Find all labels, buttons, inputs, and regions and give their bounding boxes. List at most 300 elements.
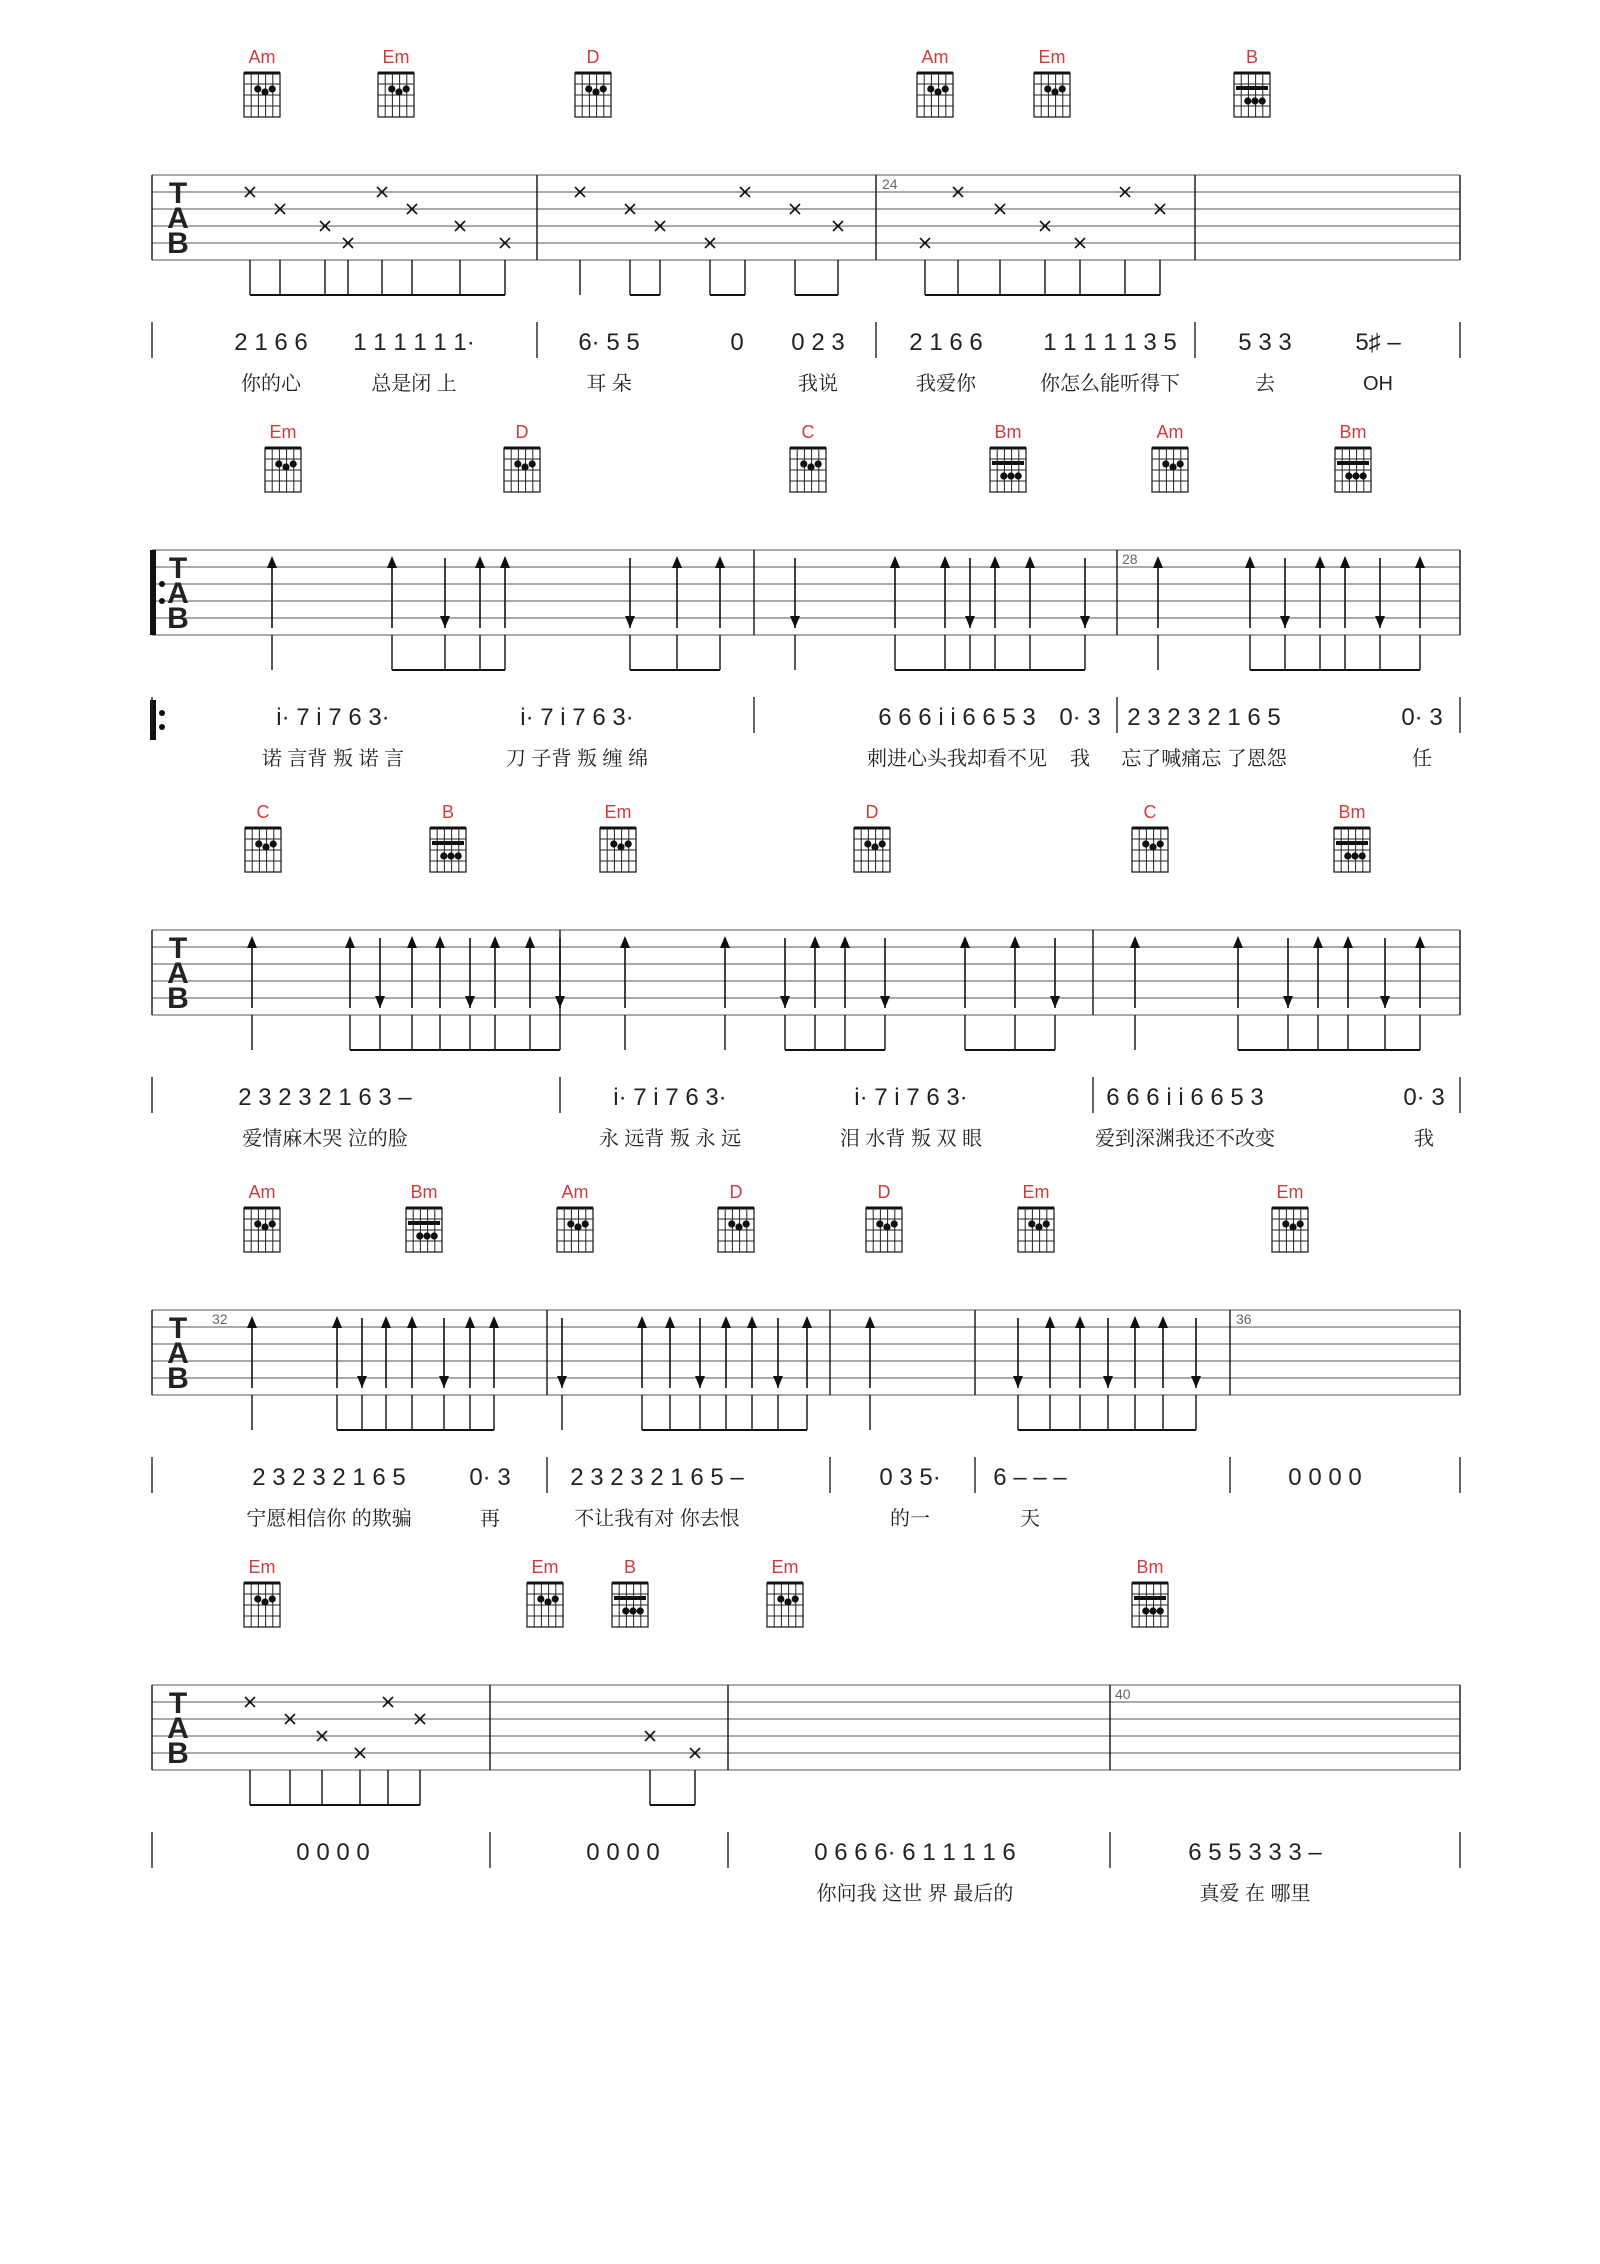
lyric-text: 爱情麻木哭 泣的脸 bbox=[242, 1128, 408, 1150]
chord-dot bbox=[807, 463, 814, 470]
chord-name: Em bbox=[531, 1557, 559, 1577]
repeat-dot bbox=[159, 581, 165, 587]
lyric-text: 永 远背 叛 永 远 bbox=[598, 1128, 742, 1150]
strum-up-arrow bbox=[721, 1316, 731, 1328]
chord-diagram bbox=[612, 1557, 648, 1627]
strum-up-arrow bbox=[1415, 936, 1425, 948]
chord-name: D bbox=[729, 1182, 743, 1202]
strum-up-arrow bbox=[1158, 1316, 1168, 1328]
chord-dot bbox=[567, 1220, 574, 1227]
repeat-dot bbox=[159, 598, 165, 604]
strum-up-arrow bbox=[802, 1316, 812, 1328]
chord-name: Em bbox=[269, 422, 297, 442]
system-row bbox=[152, 47, 1460, 395]
chord-dot bbox=[544, 1598, 551, 1605]
chord-name: B bbox=[441, 802, 455, 822]
measure-number: 32 bbox=[212, 1311, 228, 1327]
chord-dot bbox=[735, 1223, 742, 1230]
strum-up-arrow bbox=[1010, 936, 1020, 948]
strum-down-arrow bbox=[1080, 616, 1090, 628]
jianpu-notes: 5♯ – bbox=[1355, 329, 1401, 356]
tab-clef: T bbox=[168, 552, 188, 585]
chord-dot bbox=[1157, 840, 1164, 847]
chord-dot bbox=[403, 85, 410, 92]
strum-up-arrow bbox=[381, 1316, 391, 1328]
strum-up-arrow bbox=[1045, 1316, 1055, 1328]
tab-clef: T bbox=[168, 1687, 188, 1720]
chord-dot bbox=[784, 1598, 791, 1605]
chord-dot bbox=[447, 852, 454, 859]
chord-dot bbox=[1360, 472, 1367, 479]
jianpu-notes: 6 6 6 i i 6 6 5 3 bbox=[1106, 1084, 1264, 1111]
chord-diagram bbox=[244, 47, 280, 117]
chord-dot bbox=[864, 840, 871, 847]
chord-diagram bbox=[600, 802, 636, 872]
repeat-dot bbox=[159, 710, 165, 716]
strum-up-arrow bbox=[1245, 556, 1255, 568]
chord-dot bbox=[883, 1223, 890, 1230]
chord-dot bbox=[871, 843, 878, 850]
chord-dot bbox=[574, 1223, 581, 1230]
chord-dot bbox=[600, 85, 607, 92]
lyric-text: 我说 bbox=[798, 373, 838, 395]
strum-up-arrow bbox=[1343, 936, 1353, 948]
strum-up-arrow bbox=[465, 1316, 475, 1328]
strum-up-arrow bbox=[840, 936, 850, 948]
chord-dot bbox=[1289, 1223, 1296, 1230]
lyric-text: 总是闭 上 bbox=[371, 373, 457, 395]
rows-layer bbox=[150, 47, 1460, 1905]
chord-diagram bbox=[527, 1557, 563, 1627]
strum-down-arrow bbox=[1191, 1376, 1201, 1388]
jianpu-notes: 6 5 5 3 3 3 – bbox=[1188, 1839, 1322, 1866]
chord-dot bbox=[1157, 1607, 1164, 1614]
strum-up-arrow bbox=[747, 1316, 757, 1328]
measure-number: 36 bbox=[1236, 1311, 1252, 1327]
chord-dot bbox=[1344, 852, 1351, 859]
lyric-text: 去 bbox=[1255, 373, 1275, 395]
chord-name: Am bbox=[248, 47, 276, 67]
strum-down-arrow bbox=[1050, 996, 1060, 1008]
chord-name: B bbox=[1245, 47, 1259, 67]
strum-down-arrow bbox=[375, 996, 385, 1008]
measure-number: 40 bbox=[1115, 1686, 1131, 1702]
jianpu-notes: 0 0 0 0 bbox=[586, 1839, 660, 1866]
strum-up-arrow bbox=[1233, 936, 1243, 948]
chord-dot bbox=[879, 840, 886, 847]
chord-name: C bbox=[256, 802, 270, 822]
strum-down-arrow bbox=[465, 996, 475, 1008]
jianpu-notes: 2 3 2 3 2 1 6 5 bbox=[252, 1464, 406, 1491]
chord-name: Bm bbox=[410, 1182, 438, 1202]
chord-name: Bm bbox=[1338, 802, 1366, 822]
chord-dot bbox=[416, 1232, 423, 1239]
lyric-text: 你怎么能听得下 bbox=[1040, 373, 1180, 395]
strum-up-arrow bbox=[387, 556, 397, 568]
chord-dot bbox=[395, 88, 402, 95]
measure-number: 24 bbox=[882, 176, 898, 192]
strum-down-arrow bbox=[555, 996, 565, 1008]
lyric-text: OH bbox=[1363, 373, 1393, 395]
measure-number: 28 bbox=[1122, 551, 1138, 567]
strum-down-arrow bbox=[1103, 1376, 1113, 1388]
jianpu-notes: i· 7 i 7 6 3· bbox=[854, 1084, 968, 1111]
chord-dot bbox=[275, 460, 282, 467]
chord-dot bbox=[270, 840, 277, 847]
chord-diagram bbox=[1335, 422, 1371, 492]
chord-name: D bbox=[586, 47, 600, 67]
chord-diagram bbox=[1034, 47, 1070, 117]
chord-name: Em bbox=[248, 1557, 276, 1577]
jianpu-notes: 1 1 1 1 1 3 5 bbox=[1043, 329, 1177, 356]
strum-down-arrow bbox=[1280, 616, 1290, 628]
chord-dot bbox=[431, 1232, 438, 1239]
lyric-text: 刺进心头我却看不见 bbox=[867, 748, 1047, 770]
chord-name: D bbox=[865, 802, 879, 822]
chord-diagram bbox=[1132, 802, 1168, 872]
chord-diagram bbox=[1132, 1557, 1168, 1627]
repeat-dot bbox=[159, 724, 165, 730]
chord-dot bbox=[261, 88, 268, 95]
chord-dot bbox=[1142, 1607, 1149, 1614]
chord-dot bbox=[800, 460, 807, 467]
system-row bbox=[152, 802, 1460, 1150]
chord-name: D bbox=[515, 422, 529, 442]
chord-name: Em bbox=[1022, 1182, 1050, 1202]
lyric-text: 你的心 bbox=[241, 373, 301, 395]
chord-diagram bbox=[245, 802, 281, 872]
chord-dot bbox=[792, 1595, 799, 1602]
chord-dot bbox=[1007, 472, 1014, 479]
lyric-text: 我 bbox=[1070, 748, 1090, 770]
chord-dot bbox=[1149, 1607, 1156, 1614]
chord-dot bbox=[743, 1220, 750, 1227]
chord-dot bbox=[934, 88, 941, 95]
jianpu-notes: 6· 5 5 bbox=[578, 329, 640, 356]
chord-dot bbox=[728, 1220, 735, 1227]
lyric-text: 不让我有对 你去恨 bbox=[574, 1508, 740, 1530]
strum-down-arrow bbox=[773, 1376, 783, 1388]
chord-dot bbox=[261, 1598, 268, 1605]
chord-dot bbox=[455, 852, 462, 859]
chord-diagram bbox=[718, 1182, 754, 1252]
chord-diagram bbox=[575, 47, 611, 117]
chord-dot bbox=[521, 463, 528, 470]
chord-dot bbox=[1028, 1220, 1035, 1227]
jianpu-notes: 0· 3 bbox=[1401, 704, 1443, 731]
chord-dot bbox=[282, 463, 289, 470]
chord-dot bbox=[1259, 97, 1266, 104]
chord-dot bbox=[1169, 463, 1176, 470]
strum-up-arrow bbox=[490, 936, 500, 948]
lyric-text: 你问我 这世 界 最后的 bbox=[816, 1883, 1014, 1905]
chord-dot bbox=[625, 840, 632, 847]
chord-dot bbox=[1297, 1220, 1304, 1227]
strum-up-arrow bbox=[720, 936, 730, 948]
strum-up-arrow bbox=[1340, 556, 1350, 568]
strum-up-arrow bbox=[960, 936, 970, 948]
chord-name: Bm bbox=[1339, 422, 1367, 442]
chord-dot bbox=[891, 1220, 898, 1227]
strum-up-arrow bbox=[332, 1316, 342, 1328]
system-row bbox=[150, 422, 1460, 770]
jianpu-notes: 2 1 6 6 bbox=[234, 329, 308, 356]
strum-up-arrow bbox=[1075, 1316, 1085, 1328]
chord-name: B bbox=[623, 1557, 637, 1577]
chord-name: Em bbox=[604, 802, 632, 822]
strum-down-arrow bbox=[790, 616, 800, 628]
chord-dot bbox=[617, 843, 624, 850]
chord-dot bbox=[1035, 1223, 1042, 1230]
chord-diagram bbox=[557, 1182, 593, 1252]
chord-diagram bbox=[790, 422, 826, 492]
chord-dot bbox=[423, 1232, 430, 1239]
tab-clef: T bbox=[168, 1312, 188, 1345]
chord-name: Am bbox=[921, 47, 949, 67]
jianpu-notes: 0· 3 bbox=[1059, 704, 1101, 731]
chord-name: Em bbox=[1276, 1182, 1304, 1202]
chord-diagram bbox=[767, 1557, 803, 1627]
lyric-text: 真爱 在 哪里 bbox=[1199, 1883, 1311, 1905]
lyric-text: 宁愿相信你 的欺骗 bbox=[246, 1508, 412, 1530]
strum-up-arrow bbox=[407, 936, 417, 948]
strum-up-arrow bbox=[247, 936, 257, 948]
chord-diagram bbox=[430, 802, 466, 872]
strum-up-arrow bbox=[1130, 936, 1140, 948]
jianpu-notes: 0· 3 bbox=[1403, 1084, 1445, 1111]
chord-dot bbox=[262, 843, 269, 850]
chord-dot bbox=[637, 1607, 644, 1614]
tab-clef: A bbox=[167, 1712, 189, 1745]
chord-diagram bbox=[1152, 422, 1188, 492]
chord-dot bbox=[552, 1595, 559, 1602]
chord-dot bbox=[514, 460, 521, 467]
chord-name: C bbox=[801, 422, 815, 442]
chord-diagram bbox=[1334, 802, 1370, 872]
chord-dot bbox=[1015, 472, 1022, 479]
strum-up-arrow bbox=[672, 556, 682, 568]
jianpu-notes: 5 3 3 bbox=[1238, 329, 1292, 356]
strum-up-arrow bbox=[890, 556, 900, 568]
chord-dot bbox=[1044, 85, 1051, 92]
chord-dot bbox=[1345, 472, 1352, 479]
jianpu-notes: i· 7 i 7 6 3· bbox=[276, 704, 390, 731]
strum-up-arrow bbox=[620, 936, 630, 948]
jianpu-notes: 0· 3 bbox=[469, 1464, 511, 1491]
tab-clef: T bbox=[168, 177, 188, 210]
chord-dot bbox=[269, 1220, 276, 1227]
chord-dot bbox=[269, 1595, 276, 1602]
chord-diagram bbox=[990, 422, 1026, 492]
jianpu-notes: 2 3 2 3 2 1 6 5 bbox=[1127, 704, 1281, 731]
jianpu-notes: 2 3 2 3 2 1 6 3 – bbox=[238, 1084, 412, 1111]
strum-down-arrow bbox=[780, 996, 790, 1008]
jianpu-notes: i· 7 i 7 6 3· bbox=[613, 1084, 727, 1111]
strum-up-arrow bbox=[990, 556, 1000, 568]
chord-name: Am bbox=[561, 1182, 589, 1202]
strum-down-arrow bbox=[965, 616, 975, 628]
jianpu-notes: 2 1 6 6 bbox=[909, 329, 983, 356]
chord-dot bbox=[255, 840, 262, 847]
chord-dot bbox=[1059, 85, 1066, 92]
strum-down-arrow bbox=[1375, 616, 1385, 628]
tab-clef: A bbox=[167, 1337, 189, 1370]
strum-up-arrow bbox=[267, 556, 277, 568]
chord-name: Bm bbox=[1136, 1557, 1164, 1577]
lyric-text: 刀 子背 叛 缠 绵 bbox=[505, 748, 649, 770]
lyric-text: 诺 言背 叛 诺 言 bbox=[261, 748, 405, 770]
chord-dot bbox=[1000, 472, 1007, 479]
chord-diagram bbox=[244, 1182, 280, 1252]
chord-diagram bbox=[244, 1557, 280, 1627]
strum-up-arrow bbox=[1153, 556, 1163, 568]
chord-dot bbox=[815, 460, 822, 467]
strum-up-arrow bbox=[489, 1316, 499, 1328]
lyric-text: 天 bbox=[1020, 1508, 1040, 1530]
chord-dot bbox=[388, 85, 395, 92]
chord-dot bbox=[585, 85, 592, 92]
chord-dot bbox=[1251, 97, 1258, 104]
chord-dot bbox=[582, 1220, 589, 1227]
jianpu-notes: 6 6 6 i i 6 6 5 3 bbox=[878, 704, 1036, 731]
jianpu-notes: i· 7 i 7 6 3· bbox=[520, 704, 634, 731]
strum-up-arrow bbox=[865, 1316, 875, 1328]
chord-dot bbox=[254, 1595, 261, 1602]
strum-up-arrow bbox=[525, 936, 535, 948]
strum-up-arrow bbox=[637, 1316, 647, 1328]
repeat-bar bbox=[150, 550, 156, 635]
chord-name: D bbox=[877, 1182, 891, 1202]
strum-up-arrow bbox=[345, 936, 355, 948]
chord-dot bbox=[1351, 852, 1358, 859]
lyric-text: 泪 水背 叛 双 眼 bbox=[839, 1128, 983, 1150]
strum-up-arrow bbox=[940, 556, 950, 568]
strum-up-arrow bbox=[435, 936, 445, 948]
system-row bbox=[152, 1557, 1460, 1905]
tab-clef: A bbox=[167, 577, 189, 610]
strum-down-arrow bbox=[439, 1376, 449, 1388]
strum-down-arrow bbox=[625, 616, 635, 628]
chord-name: Em bbox=[382, 47, 410, 67]
chord-name: C bbox=[1143, 802, 1157, 822]
tab-clef: B bbox=[167, 1362, 189, 1395]
chord-name: Em bbox=[771, 1557, 799, 1577]
strum-down-arrow bbox=[695, 1376, 705, 1388]
chord-dot bbox=[1177, 460, 1184, 467]
chord-name: Am bbox=[248, 1182, 276, 1202]
strum-up-arrow bbox=[665, 1316, 675, 1328]
lyric-text: 我爱你 bbox=[916, 373, 976, 395]
strum-up-arrow bbox=[500, 556, 510, 568]
chord-dot bbox=[592, 88, 599, 95]
strum-up-arrow bbox=[1315, 556, 1325, 568]
strum-up-arrow bbox=[715, 556, 725, 568]
chord-diagram bbox=[1272, 1182, 1308, 1252]
jianpu-notes: 0 0 0 0 bbox=[296, 1839, 370, 1866]
chord-dot bbox=[876, 1220, 883, 1227]
chord-dot bbox=[1282, 1220, 1289, 1227]
jianpu-notes: 0 bbox=[730, 329, 744, 356]
strum-down-arrow bbox=[440, 616, 450, 628]
strum-down-arrow bbox=[557, 1376, 567, 1388]
chord-dot bbox=[261, 1223, 268, 1230]
chord-diagram bbox=[504, 422, 540, 492]
chord-dot bbox=[529, 460, 536, 467]
jianpu-notes: 2 3 2 3 2 1 6 5 – bbox=[570, 1464, 744, 1491]
lyric-text: 的一 bbox=[890, 1508, 930, 1530]
lyric-text: 忘了喊痛忘 了恩怨 bbox=[1121, 748, 1287, 770]
chord-dot bbox=[537, 1595, 544, 1602]
jianpu-notes: 1 1 1 1 1 1· bbox=[353, 329, 475, 356]
chord-diagram bbox=[1234, 47, 1270, 117]
chord-dot bbox=[1359, 852, 1366, 859]
strum-down-arrow bbox=[1283, 996, 1293, 1008]
tab-clef: B bbox=[167, 1737, 189, 1770]
tab-clef: B bbox=[167, 982, 189, 1015]
chord-diagram bbox=[378, 47, 414, 117]
strum-up-arrow bbox=[1025, 556, 1035, 568]
strum-up-arrow bbox=[810, 936, 820, 948]
strum-down-arrow bbox=[1013, 1376, 1023, 1388]
lyric-text: 任 bbox=[1412, 748, 1432, 770]
chord-dot bbox=[254, 1220, 261, 1227]
strum-down-arrow bbox=[1380, 996, 1390, 1008]
chord-dot bbox=[1142, 840, 1149, 847]
jianpu-notes: 0 0 0 0 bbox=[1288, 1464, 1362, 1491]
tab-clef: A bbox=[167, 957, 189, 990]
chord-diagram bbox=[854, 802, 890, 872]
chord-dot bbox=[254, 85, 261, 92]
strum-up-arrow bbox=[407, 1316, 417, 1328]
lyric-text: 耳 朵 bbox=[586, 373, 632, 395]
strum-up-arrow bbox=[247, 1316, 257, 1328]
jianpu-notes: 0 3 5· bbox=[879, 1464, 941, 1491]
strum-up-arrow bbox=[1130, 1316, 1140, 1328]
lyric-text: 我 bbox=[1414, 1128, 1434, 1150]
jianpu-notes: 0 2 3 bbox=[791, 329, 845, 356]
strum-up-arrow bbox=[1415, 556, 1425, 568]
system-row bbox=[152, 1182, 1460, 1530]
chord-diagram bbox=[406, 1182, 442, 1252]
chord-dot bbox=[290, 460, 297, 467]
chord-dot bbox=[629, 1607, 636, 1614]
chord-name: Bm bbox=[994, 422, 1022, 442]
chord-dot bbox=[927, 85, 934, 92]
lyric-text: 爱到深渊我还不改变 bbox=[1095, 1128, 1275, 1150]
chord-dot bbox=[1162, 460, 1169, 467]
tab-clef: B bbox=[167, 602, 189, 635]
chord-dot bbox=[777, 1595, 784, 1602]
tab-clef: T bbox=[168, 932, 188, 965]
tab-clef: B bbox=[167, 227, 189, 260]
chord-dot bbox=[1149, 843, 1156, 850]
chord-name: Am bbox=[1156, 422, 1184, 442]
repeat-bar-notation bbox=[150, 700, 156, 740]
chord-dot bbox=[269, 85, 276, 92]
jianpu-notes: 0 6 6 6· 6 1 1 1 1 6 bbox=[814, 1839, 1016, 1866]
strum-down-arrow bbox=[357, 1376, 367, 1388]
chord-dot bbox=[1244, 97, 1251, 104]
chord-diagram bbox=[866, 1182, 902, 1252]
chord-diagram bbox=[917, 47, 953, 117]
chord-dot bbox=[1043, 1220, 1050, 1227]
strum-up-arrow bbox=[475, 556, 485, 568]
chord-dot bbox=[440, 852, 447, 859]
chord-dot bbox=[942, 85, 949, 92]
chord-name: Em bbox=[1038, 47, 1066, 67]
lyric-text: 再 bbox=[480, 1508, 500, 1530]
jianpu-notes: 6 – – – bbox=[993, 1464, 1067, 1491]
